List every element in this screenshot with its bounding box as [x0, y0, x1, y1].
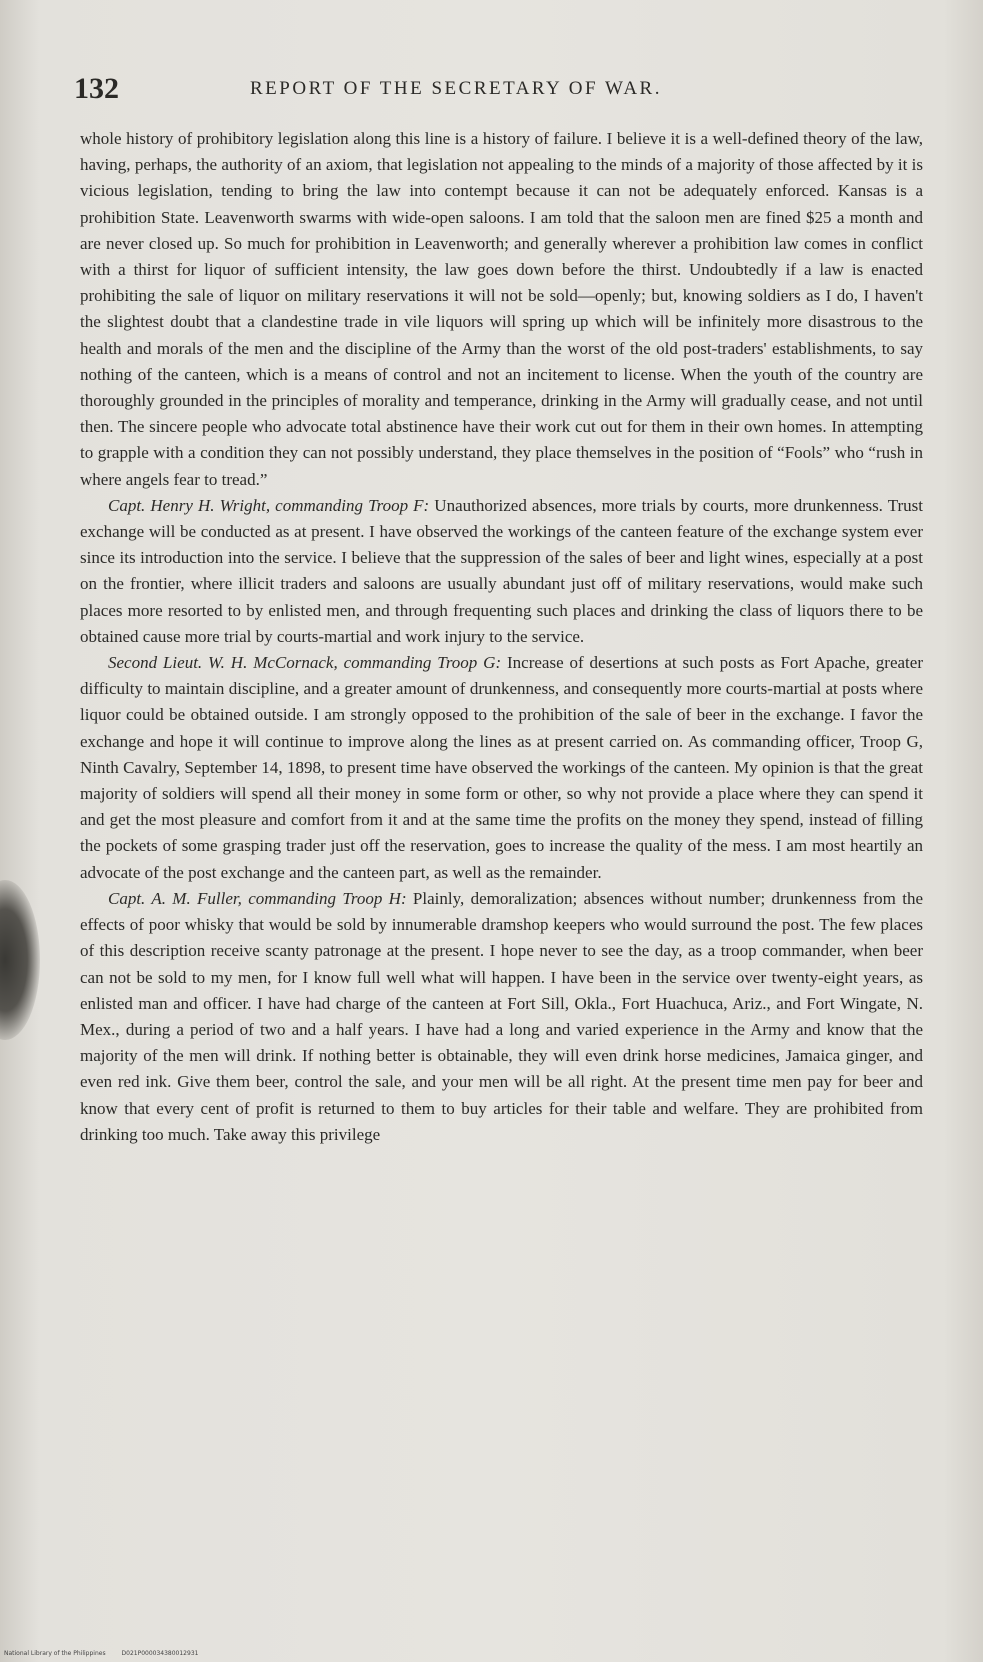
- thumb-shadow: [0, 880, 40, 1040]
- paragraph-text: Unauthorized absences, more trials by courts, more drunkenness. Trust exchange will be conducted as at present. I have observed the workings of the canteen feature of the exchange system ever since its introduction into the service. I believe that the suppression of the sales of beer and light wines, especially at a post on the frontier, where illicit traders and saloons are usually abundant just off of military reservations, would make such places more resorted to by enlisted men, and through frequenting such places and drinking the class of liquors there to be obtained cause more trial by courts-martial and work injury to the service.: [80, 495, 923, 646]
- paragraph: [80, 493, 923, 650]
- speaker-name: Second Lieut. W. H. McCornack, commanding Troop G:: [108, 653, 502, 673]
- paragraph-text: Increase of desertions at such posts as Fort Apache, greater difficulty to maintain discipline, and a greater amount of drunkenness, and consequently more courts-martial at posts where liquor could be obtained outside. I am strongly opposed to the prohibition of the sale of beer in the exchange. I favor the exchange and hope it will continue to improve along the lines as at present carried on. As commanding officer, Troop G, Ninth Cavalry, September 14, 1898, to present time have observed the workings of the canteen. My opinion is that the great majority of soldiers will spend all their money in some form or other, so why not provide a place where they can spend it and get the most pleasure and comfort from it and at the same time the profits on the money they spend, instead of filling the pockets of some grasping trader just off the reservation, goes to increase the quality of the mess. I am most heartily an advocate of the post exchange and the canteen part, as well as the remainder.: [80, 653, 923, 882]
- paragraph: [80, 886, 923, 1148]
- scan-footer: [4, 1650, 212, 1657]
- page-number: 132: [74, 72, 119, 105]
- speaker-name: Capt. Henry H. Wright, commanding Troop F:: [108, 495, 430, 515]
- paragraph: [80, 126, 923, 493]
- running-head: REPORT OF THE SECRETARY OF WAR.: [250, 78, 662, 99]
- speaker-name: Capt. A. M. Fuller, commanding Troop H:: [108, 888, 407, 908]
- paragraph: [80, 650, 923, 886]
- library-credit: National Library of the Philippines: [4, 1650, 106, 1657]
- paragraph-text: whole history of prohibitory legislation along this line is a history of failure. I believe it is a well-defined theory of the law, having, perhaps, the authority of an axiom, that legislation not appealing to the minds of a majority of those affected by it is vicious legislation, tending to bring the law into contempt because it can not be adequately enforced. Kansas is a prohibition State. Leavenworth swarms with wide-open saloons. I am told that the saloon men are fined $25 a month and are never closed up. So much for prohibition in Leavenworth; and generally wherever a prohibition law comes in conflict with a thirst for liquor of sufficient intensity, the law goes down before the thirst. Undoubtedly if a law is enacted prohibiting the sale of liquor on military reservations it will not be sold—openly; but, knowing soldiers as I do, I haven't the slightest doubt that a clandestine trade in vile liquors will spring up which will be infinitely more disastrous to the health and morals of the men and the discipline of the Army than the worst of the old post-traders' establishments, to say nothing of the canteen, which is a means of control and not an incitement to license. When the youth of the country are thoroughly grounded in the principles of morality and temperance, drinking in the Army will gradually cease, and not until then. The sincere people who advocate total abstinence have their work cut out for them in their own homes. In attempting to grapple with a condition they can not possibly understand, they place themselves in the position of “Fools” who “rush in where angels fear to tread.”: [80, 129, 923, 489]
- page-header: [70, 72, 920, 112]
- paragraph-text: Plainly, demoralization; absences without number; drunkenness from the effects of poor whisky that would be sold by innumerable dramshop keepers who would surround the post. The few places of this description receive scanty patronage at the present. I hope never to see the day, as a troop commander, when beer can not be sold to my men, for I know full well what will happen. I have been in the service over twenty-eight years, as enlisted man and officer. I have had charge of the canteen at Fort Sill, Okla., Fort Huachuca, Ariz., and Fort Wingate, N. Mex., during a period of two and a half years. I have had a long and varied experience in the Army and know that the majority of the men will drink. If nothing better is obtainable, they will even drink horse medicines, Jamaica ginger, and even red ink. Give them beer, control the sale, and your men will be all right. At the present time men pay for beer and know that every cent of profit is returned to them to buy articles for their table and welfare. They are prohibited from drinking too much. Take away this privilege: [80, 888, 923, 1144]
- body-text: [80, 126, 923, 1148]
- scan-identifier: D021P000034380012931: [121, 1650, 199, 1657]
